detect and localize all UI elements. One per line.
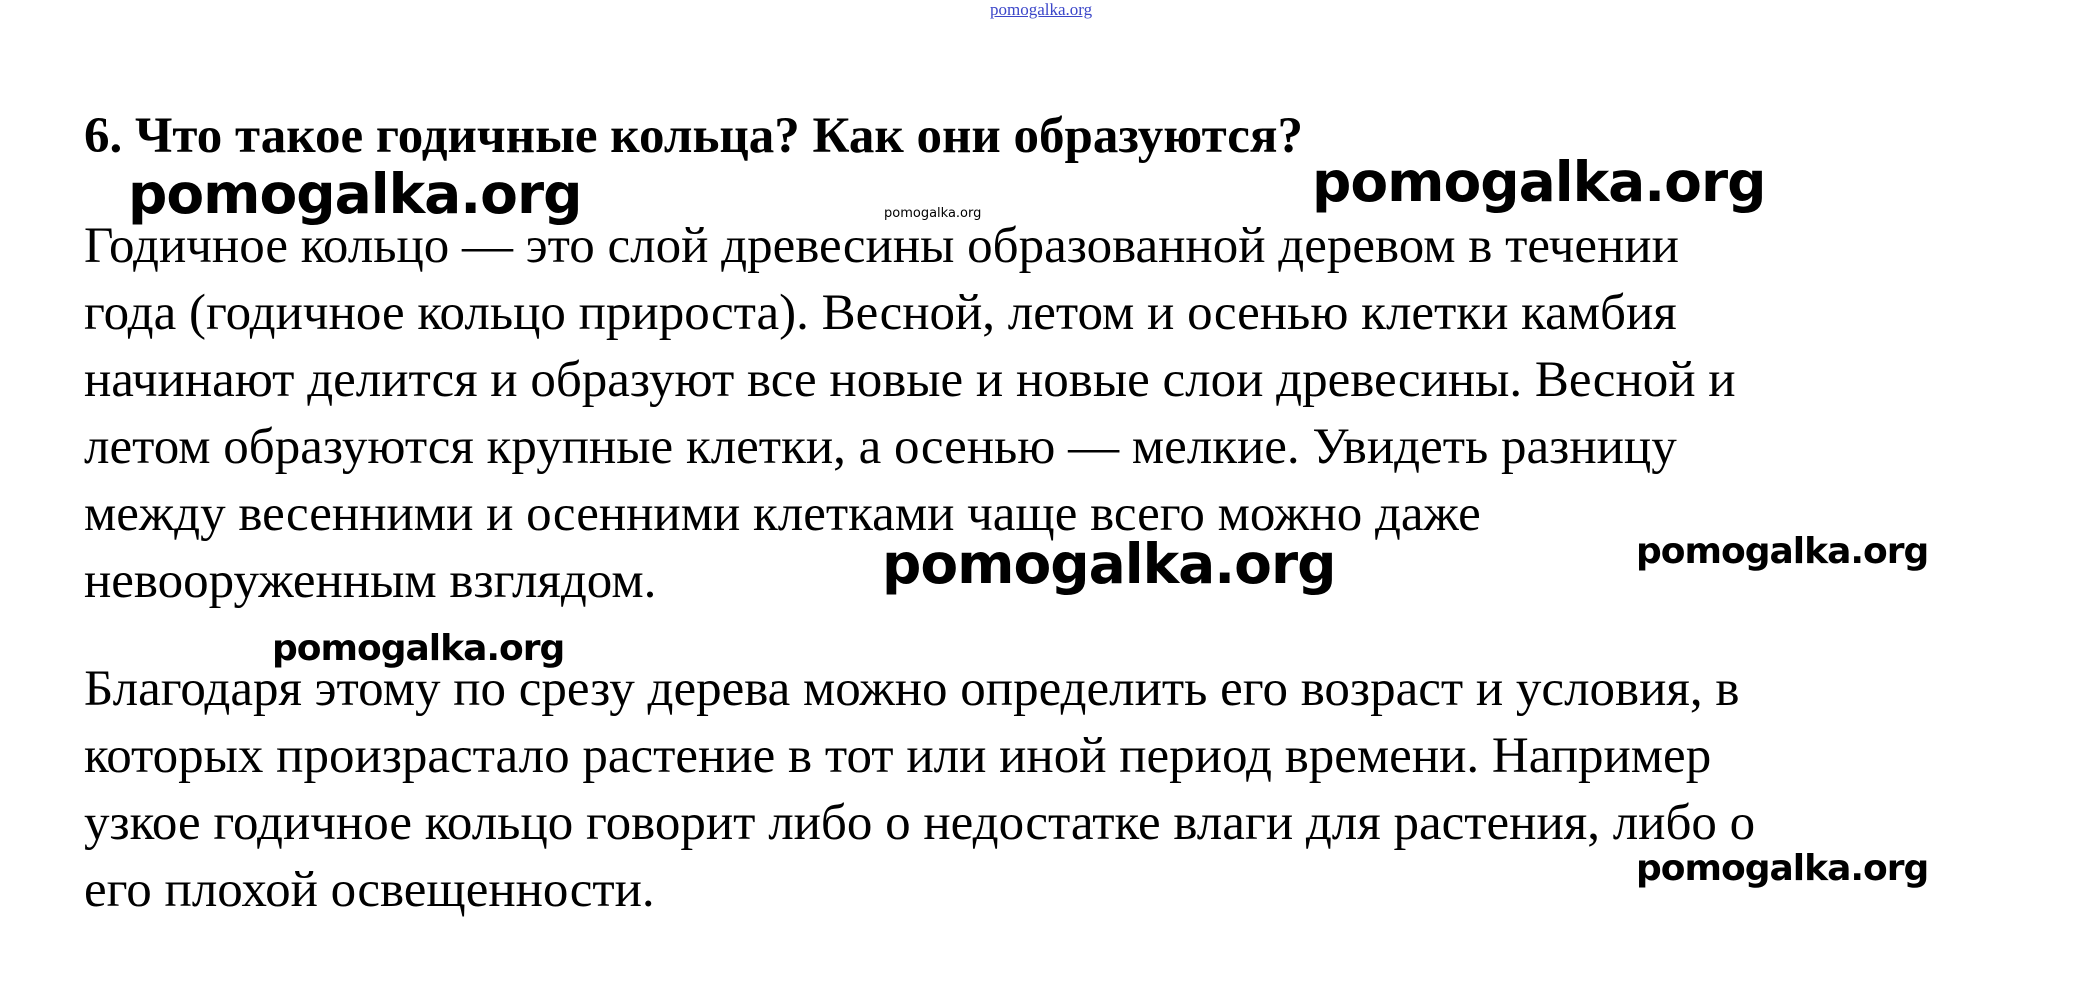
paragraph-line: узкое годичное кольцо говорит либо о недостатке влаги для растения, либо о	[84, 795, 1756, 851]
paragraph-line: которых произрастало растение в тот или иной период времени. Например	[84, 728, 1712, 784]
paragraph-line: невооруженным взглядом.	[84, 553, 657, 609]
paragraph-line: его плохой освещенности.	[84, 862, 655, 918]
watermark-text: pomogalka.org	[882, 532, 1336, 596]
paragraph-line: Годичное кольцо — это слой древесины образованной деревом в течении	[84, 218, 1679, 274]
watermark-text: pomogalka.org	[1636, 531, 1929, 572]
paragraph-line: года (годичное кольцо прироста). Весной, летом и осенью клетки камбия	[84, 285, 1677, 341]
question-heading: 6. Что такое годичные кольца? Как они образуются?	[84, 108, 1303, 164]
watermark-text: pomogalka.org	[1636, 848, 1929, 889]
paragraph-line: начинают делится и образуют все новые и новые слои древесины. Весной и	[84, 352, 1736, 408]
watermark-text: pomogalka.org	[272, 628, 565, 669]
paragraph-line: между весенними и осенними клетками чаще всего можно даже	[84, 486, 1481, 542]
paragraph-line: летом образуются крупные клетки, а осенью — мелкие. Увидеть разницу	[84, 419, 1677, 475]
site-link[interactable]: pomogalka.org	[990, 0, 1093, 19]
paragraph-line: Благодаря этому по срезу дерева можно определить его возраст и условия, в	[84, 661, 1740, 717]
watermark-text: pomogalka.org	[884, 206, 982, 221]
watermark-text: pomogalka.org	[1312, 150, 1766, 214]
watermark-text: pomogalka.org	[128, 162, 582, 226]
